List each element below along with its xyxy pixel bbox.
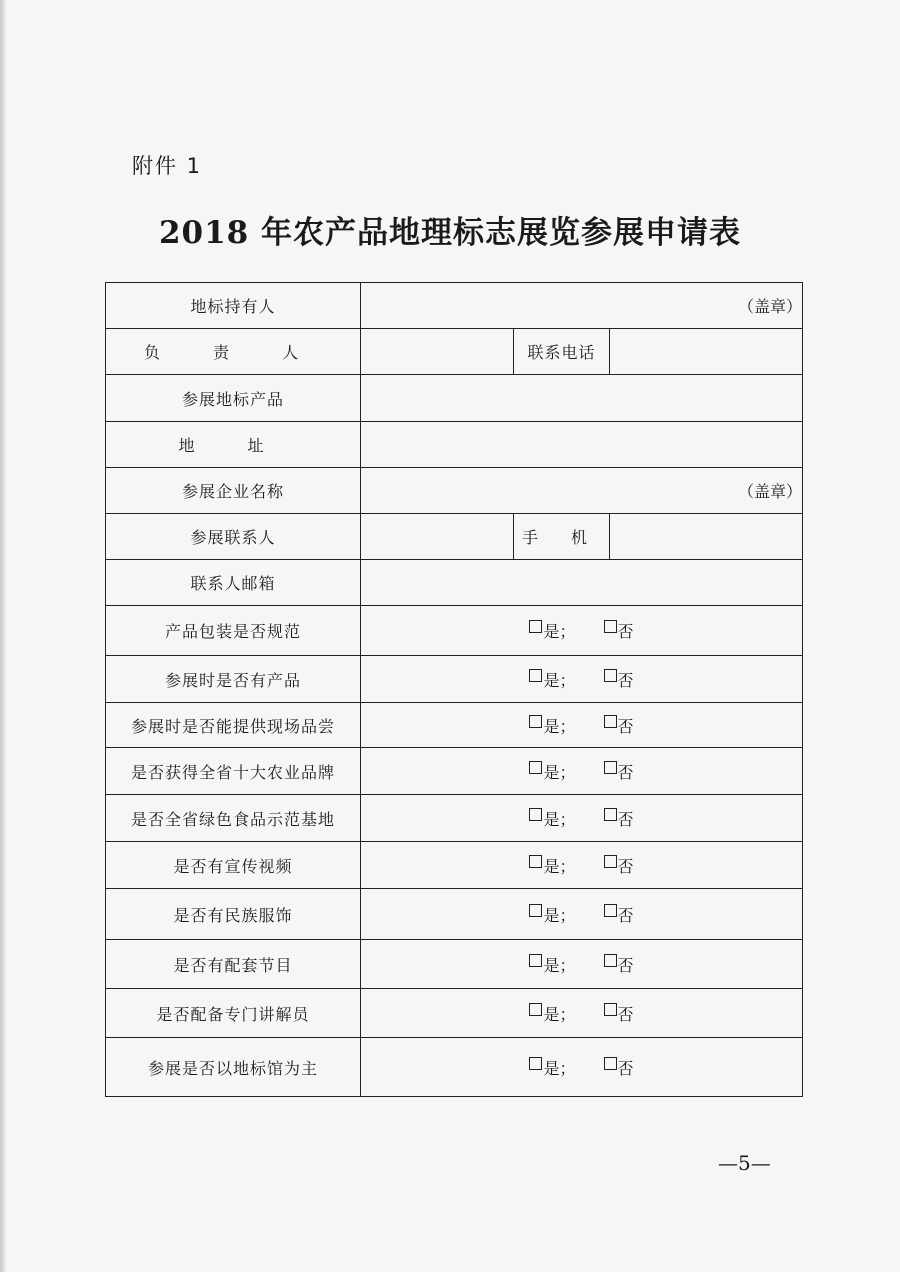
question-label: 是否获得全省十大农业品牌: [106, 748, 361, 795]
question-row: [106, 748, 803, 795]
no-option-label: 否: [617, 809, 634, 829]
page-edge: [0, 0, 6, 1272]
contact-label: 参展联系人: [106, 514, 361, 560]
page-number: —5—: [718, 1151, 771, 1175]
address-field[interactable]: [361, 422, 803, 468]
holder-field[interactable]: [361, 283, 803, 329]
application-form-table: [105, 282, 803, 1097]
yes-checkbox[interactable]: [529, 1003, 542, 1016]
no-option-label: 否: [617, 905, 634, 925]
form-row-address: [106, 422, 803, 468]
question-row: [106, 989, 803, 1038]
yes-option-label: 是；: [543, 1004, 576, 1024]
no-option-label: 否: [617, 716, 634, 736]
mobile-field[interactable]: [610, 514, 803, 560]
question-label: 参展时是否能提供现场品尝: [106, 703, 361, 748]
product-label: 参展地标产品: [106, 375, 361, 422]
phone-label: 联系电话: [514, 329, 610, 375]
yes-checkbox[interactable]: [529, 855, 542, 868]
question-label: 是否有民族服饰: [106, 889, 361, 940]
no-option-label: 否: [617, 1058, 634, 1078]
question-choice: [361, 889, 803, 940]
holder-seal-text: （盖章）: [737, 297, 802, 316]
phone-field[interactable]: [610, 329, 803, 375]
question-choice: [361, 940, 803, 989]
attachment-label: 附件 1: [132, 154, 203, 178]
yes-option-label: 是；: [543, 905, 576, 925]
holder-label: 地标持有人: [106, 283, 361, 329]
question-row: [106, 795, 803, 842]
yes-checkbox[interactable]: [529, 620, 542, 633]
no-option-label: 否: [617, 670, 634, 690]
no-checkbox[interactable]: [604, 761, 617, 774]
yes-checkbox[interactable]: [529, 761, 542, 774]
question-row: [106, 940, 803, 989]
no-checkbox[interactable]: [604, 669, 617, 682]
question-choice: [361, 989, 803, 1038]
question-label: 参展时是否有产品: [106, 656, 361, 703]
form-row-holder: [106, 283, 803, 329]
question-label: 参展是否以地标馆为主: [106, 1038, 361, 1097]
yes-option-label: 是；: [543, 622, 576, 641]
company-seal-text: （盖章）: [737, 482, 802, 501]
form-row-person: [106, 329, 803, 375]
company-label: 参展企业名称: [106, 468, 361, 514]
email-field[interactable]: [361, 560, 803, 606]
yes-checkbox[interactable]: [529, 954, 542, 967]
question-choice: [361, 606, 803, 656]
contact-field[interactable]: [361, 514, 514, 560]
question-row: [106, 703, 803, 748]
question-label: 产品包装是否规范: [106, 606, 361, 656]
question-label: 是否配备专门讲解员: [106, 989, 361, 1038]
question-row: [106, 656, 803, 703]
yes-option-label: 是；: [543, 1058, 576, 1078]
no-option-label: 否: [617, 955, 634, 975]
yes-option-label: 是；: [543, 809, 576, 829]
person-label: 负 责 人: [106, 329, 361, 375]
yes-checkbox[interactable]: [529, 669, 542, 682]
no-checkbox[interactable]: [604, 715, 617, 728]
question-row: [106, 889, 803, 940]
email-label: 联系人邮箱: [106, 560, 361, 606]
question-choice: [361, 703, 803, 748]
question-row: [106, 1038, 803, 1097]
question-label: 是否有宣传视频: [106, 842, 361, 889]
no-option-label: 否: [617, 622, 634, 641]
no-checkbox[interactable]: [604, 904, 617, 917]
page-title: 2018 年农产品地理标志展览参展申请表: [158, 215, 742, 251]
yes-checkbox[interactable]: [529, 715, 542, 728]
question-choice: [361, 842, 803, 889]
address-label: 地 址: [106, 422, 361, 468]
yes-option-label: 是；: [543, 670, 576, 690]
yes-option-label: 是；: [543, 856, 576, 876]
question-choice: [361, 748, 803, 795]
question-row: [106, 842, 803, 889]
question-label: 是否有配套节目: [106, 940, 361, 989]
no-checkbox[interactable]: [604, 620, 617, 633]
no-checkbox[interactable]: [604, 808, 617, 821]
question-row: [106, 606, 803, 656]
form-row-email: [106, 560, 803, 606]
question-choice: [361, 795, 803, 842]
no-checkbox[interactable]: [604, 1003, 617, 1016]
person-field[interactable]: [361, 329, 514, 375]
form-row-contact: [106, 514, 803, 560]
yes-option-label: 是；: [543, 762, 576, 782]
question-choice: [361, 1038, 803, 1097]
yes-checkbox[interactable]: [529, 1057, 542, 1070]
no-option-label: 否: [617, 856, 634, 876]
no-option-label: 否: [617, 762, 634, 782]
question-label: 是否全省绿色食品示范基地: [106, 795, 361, 842]
yes-checkbox[interactable]: [529, 808, 542, 821]
question-choice: [361, 656, 803, 703]
mobile-label: 手 机: [514, 514, 610, 560]
product-field[interactable]: [361, 375, 803, 422]
no-checkbox[interactable]: [604, 1057, 617, 1070]
form-row-company: [106, 468, 803, 514]
no-option-label: 否: [617, 1004, 634, 1024]
yes-option-label: 是；: [543, 955, 576, 975]
no-checkbox[interactable]: [604, 954, 617, 967]
no-checkbox[interactable]: [604, 855, 617, 868]
yes-checkbox[interactable]: [529, 904, 542, 917]
form-row-product: [106, 375, 803, 422]
company-field[interactable]: [361, 468, 803, 514]
yes-option-label: 是；: [543, 716, 576, 736]
